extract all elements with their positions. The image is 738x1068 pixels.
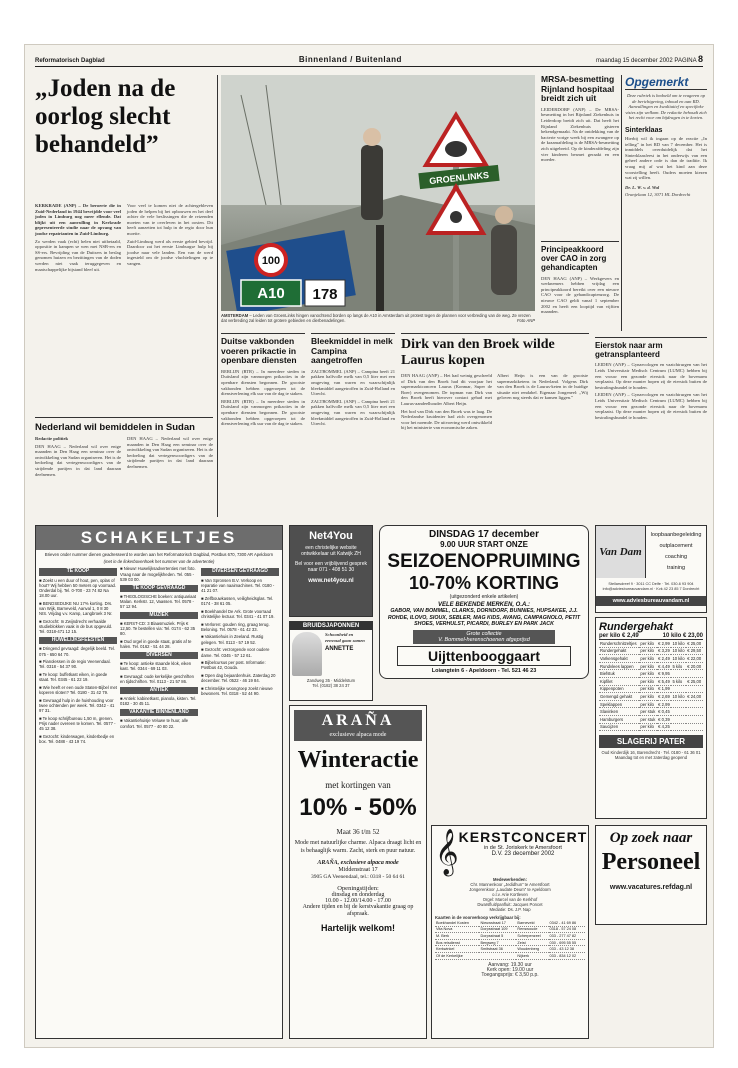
- rund-shop: SLAGERIJ PATER: [599, 735, 703, 748]
- concert-outlet-table: [435, 920, 585, 960]
- concert-outlet-cell: 030 - 695 55 55: [549, 939, 585, 946]
- cao-article: [541, 241, 619, 331]
- rund-price-row: [599, 655, 703, 663]
- arana-shop: ARAÑA, exclusieve alpaca mode: [317, 860, 399, 866]
- vandam-tag-3: coaching: [664, 554, 688, 560]
- concert-outlet-row: [435, 926, 585, 933]
- dirk-article: [401, 333, 589, 517]
- concert-venue: in de St. Joriskerk te Amersfoort: [484, 845, 562, 851]
- concert-outlet-cell: Bos reisdienst: [435, 939, 479, 946]
- vandam-tag-1: loopbaanbegeleiding: [650, 532, 702, 538]
- paper-name: Reformatorisch Dagblad: [35, 58, 105, 64]
- arana-address: Middenstraat 17: [338, 867, 378, 873]
- rund-hours: Maandag tot en met zaterdag geopend: [614, 755, 688, 761]
- opgemerkt-column: [625, 75, 707, 331]
- rund-price-cell: [671, 715, 686, 723]
- eierstok-body-continued: LEIDEN (ANP) – Gynaecologen en vaatchirurgen van het Leids Universitair Medisch Centrum (LUMC) hebben bij een vrouw een gezonde eierstok naar de bovenarm verplaatst. Op deze manier hopen zij de eierstok buiten de bestralingsbundel te houden.: [595, 392, 707, 420]
- seizoen-address: Loiangtein 6 - Apeldoorn - Tel. 521 46 23: [431, 667, 537, 674]
- concert-outlet-cell: Nieuwstraat 17: [479, 920, 516, 926]
- rund-price-cell: [671, 708, 686, 716]
- vandam-tag-4: training: [666, 565, 686, 571]
- rund-price-cell: € 25,00: [687, 678, 702, 684]
- photo-sign-text: GROENLINKS: [428, 169, 490, 187]
- classified-ad: ■ Pianolessen in de regio Veenendaal. Tel. 0318 - 54 37 90.: [39, 659, 111, 670]
- concert-outlet-cell: 033 - 277 47 82: [549, 933, 585, 940]
- rund-price-cell: Varkensgehakt: [599, 655, 639, 663]
- rund-price-row: [599, 640, 703, 647]
- classified-ad: ■ Antiek: kabinetkast, pianola, kisten. Tel. 0182 - 30 45 11.: [120, 696, 197, 707]
- rund-price-row: [599, 700, 703, 708]
- rund-price-row: [599, 723, 703, 731]
- classified-ad: ■ Boekhandel De Ark. Grote voorraad christelijke lectuur. Tel. 0341 - 41 07 19.: [201, 608, 275, 619]
- rund-price-cell: per kilo: [639, 685, 657, 693]
- rund-price-cell: € 2,99: [658, 701, 670, 707]
- classified-ad: ■ Verloren: gouden ring, graag terug. Beloning. Tel. 0578 - 61 42 33.: [201, 621, 270, 632]
- seizoen-date: DINSDAG 17 december: [428, 529, 540, 540]
- lead-headline: „Joden na de oorlog slecht behandeld”: [35, 75, 176, 158]
- vandam-address: Stellarsdreef 9 · 3011 CC Delfe · Tel. 030-6 93 904: [608, 582, 694, 586]
- bleek-article: [311, 333, 395, 517]
- rund-price-cell: per kilo: [639, 670, 657, 678]
- dirk-headline: Dirk van den Broek wilde Laurus kopen: [401, 337, 555, 368]
- rund-price-cell: [671, 670, 686, 678]
- bruidsjaponnen-phone: Tel. (0182) 38 24 37: [312, 683, 350, 688]
- concert-outlet-cell: 033 - 43 12 38: [549, 946, 585, 953]
- classified-ad: ■ Gezocht: kinderwagen, kinderbedje en box. Tel. 0488 - 43 19 74.: [39, 734, 115, 745]
- arana-discount-intro: met kortingen van: [325, 780, 391, 790]
- personeel-ad: [595, 825, 707, 925]
- vandam-logo: [596, 526, 646, 578]
- classified-ad: ■ Gezocht: In Zwijndrecht verhaalde studieblokken vaak in de bus opgevuld. Tel. 0318-471 12 15.: [39, 619, 113, 635]
- seizoen-collection-box: [413, 630, 555, 644]
- category-diversen: DIVERSEN: [120, 652, 198, 659]
- net4you-line-2: Bel voor een vrijblijvend gesprek naar 071 - 408 51 30: [295, 561, 367, 573]
- schakeltjes-intro-note: (met in de linkerbovenhoek het nummer van de advertentie): [103, 559, 215, 565]
- rund-price-cell: [686, 700, 703, 708]
- concert-performer: Mediatie: Ds. J.P. Nap: [489, 907, 531, 912]
- classified-ad: ■ Vakantiehuisje Veluwe te huur, alle comfort. Tel. 0577 - 40 80 22.: [120, 718, 189, 729]
- arana-hours-title: Openingstijden:: [337, 885, 379, 892]
- column-rule: [621, 75, 622, 331]
- concert-outlet-cell: Vita Nova: [435, 926, 479, 933]
- rundergehakt-ad: [595, 617, 707, 819]
- rund-price-cell: € 24,00: [687, 693, 702, 699]
- arana-ad: [289, 705, 427, 1039]
- classified-ad: ■ Bijbelcursus per post. Informatie: Postbus 42, Gouda.: [201, 660, 266, 671]
- concert-outlet-cell: Kerkwinkel: [435, 946, 479, 953]
- rund-price-cell: € 0,39: [658, 716, 670, 722]
- kerstconcert-ad: [431, 825, 589, 1039]
- classified-ad: ■ Christelijke woongroep zoekt nieuwe bewoners. Tel. 0318 - 52 44 90.: [201, 686, 273, 697]
- rund-price-row: [599, 715, 703, 723]
- concert-sale-title: Kaarten in de voorverkoop verkrijgbaar bij:: [435, 915, 521, 920]
- classified-ad: ■ BENDSEDIJKE NU 17% korting. Drs. van Wijk, Barneveld, Aanval 1, 0 8 30 NIS. Vrijdag v.v. Kamp, Langbroek 3 Nr.: [39, 600, 113, 617]
- classified-ad: ■ KERST-CD: 3 Blaasmuziek. Prijs € 12,50. Te bestellen via: Tel. 0174 - 62 35 80.: [120, 621, 196, 637]
- concert-title: KERSTCONCERT: [458, 829, 588, 845]
- concert-performer: o.l.v. Arie Kortleven: [492, 892, 528, 897]
- classified-ad: ■ Te koop: antieke staande klok, eiken kast. Tel. 0344 - 69 11 03.: [120, 661, 192, 672]
- rund-price-cell: 10 kilo: [672, 693, 685, 699]
- rund-price-cell: € 2,99: [658, 640, 670, 646]
- eierstok-headline: Eierstok naar arm getransplanteerd: [595, 341, 663, 360]
- rund-price-row: [599, 647, 703, 655]
- sudan-continued: DEN HAAG – Nederland wil over enige maanden in Den Haag een seminar over de ontwikkeling van Sudan organiseren. Het is de bedoeling dat vertegenwoordigers van de strijdende partijen in dat land daaraan deelnemen.: [127, 436, 213, 469]
- classified-ad: ■ Oud orgel in goede staat, gratis af te halen. Tel. 0162 - 51 44 28.: [120, 639, 192, 650]
- lead-paragraph-3: Voor veel te komen niet de achtergebleven joden de helpen bij het opbouwen en het deel achter de vele beslissingen die de reizenden moeten van te overleven in het oosten. Dit heeft aanzetten tot hulp in de regio door hun moeite.: [127, 203, 213, 236]
- lead-paragraph-4: Zuid-Limburg werd als eerste gebied bevrijd. Daardoor zat het eerste Limburgse hulp bij joodse naar vele landen. Een van de werd ingesteld om de joodse vluchtelingen op te vangen.: [127, 238, 213, 266]
- opgemerkt-intro: Deze rubriek is bedoeld om te reageren op de berichtgeving, inhoud en aan RD. Aanvullingen en kwalitatief en specifieke visies zijn welkom. De redactie behoudt zich het recht voor om bijdragen in te korten.: [625, 93, 707, 121]
- rund-price-cell: € 9,95: [658, 671, 670, 677]
- rund-price-row: [599, 708, 703, 716]
- rund-price-cell: [686, 685, 703, 693]
- duitse-body-continued: BERLIJN (RTR) – In meerdere steden in Duitsland zijn vanmorgen prikacties in de openbare diensten begonnen. De grootste vakbonden hebben opgeroepen tot de dienstverlening elk uur van de dag te staken.: [221, 398, 305, 427]
- rund-price-cell: per kilo: [639, 640, 657, 647]
- rund-price-cell: € 5,49: [658, 678, 670, 684]
- vandam-url[interactable]: www.adviesbureauvandam.nl: [596, 596, 706, 606]
- arana-city-phone: 3905 GA Veenendaal, tel.: 0318 - 50 64 61: [311, 874, 405, 880]
- rund-price-cell: [686, 723, 703, 731]
- category-vakantie-binnenland: VAKANTIE BINNENLAND: [120, 709, 198, 716]
- mrsa-article: [541, 75, 619, 235]
- arana-hours-3: Andere tijden en bij de kerstvakantie graag op afspraak.: [302, 904, 414, 917]
- rund-price-cell: [686, 670, 703, 678]
- concert-outlet-cell: Bergweg 7: [479, 939, 516, 946]
- vandam-ad: [595, 525, 707, 613]
- concert-outlet-cell: 0318 - 57 24 08: [549, 926, 585, 933]
- mrsa-headline: MRSA-besmetting Rijnland hospitaal breidt zich uit: [541, 74, 615, 104]
- concert-outlet-cell: 0342 - 41 69 86: [549, 920, 585, 926]
- concert-outlet-cell: Barneveld: [516, 920, 548, 926]
- classified-ad: ■ Wie heeft er een oude Staten-Bijbel met koperen sloten? Tel. 0180 - 31 42 79.: [39, 685, 117, 696]
- sudan-headline: Nederland wil bemiddelen in Sudan: [35, 422, 195, 433]
- classified-ad: ■ Gezocht: verzorgende voor oudere dame. Tel. 0345 - 57 12 61.: [201, 647, 270, 658]
- concert-performers-title: Medewerkenden:: [493, 877, 527, 882]
- seizoen-ad: [379, 525, 589, 679]
- concert-outlet-cell: Dorpsstraat 109: [479, 926, 516, 933]
- rund-price-kg: per kilo € 2,49: [599, 633, 639, 639]
- issue-date: maandag 15 december 2002: [596, 58, 673, 64]
- rund-price-cell: [671, 685, 686, 693]
- caption-text: – Leden van GroenLinks hingen vanochtend borden op langs de A10 in Amsterdam uit protest tegen de plannen voor verbreding van de weg. Ze vrezen dat verbreding zal leiden tot grotere gebieden en dierbenadelingen.: [221, 313, 531, 323]
- opgemerkt-signature-place: Oranjelaan 12, 3071 HL Dordrecht: [625, 192, 691, 198]
- concert-outlet-cell: 033 - 834 12 02: [549, 952, 585, 959]
- classified-ad: ■ Van Spronsen B.V. Verkoop en reparatie van naaimachines. Tel. 0180 - 41 21 07.: [201, 577, 275, 594]
- vandam-brand: Van Dam: [599, 546, 642, 558]
- page-header: [35, 53, 703, 67]
- concert-outlet-cell: Dorpsstraat 5: [479, 933, 516, 940]
- arana-welcome: Hartelijk welkom!: [320, 923, 396, 933]
- rund-price-cell: per kilo: [639, 723, 657, 731]
- sudan-tag: Redactie politiek: [35, 436, 69, 441]
- seizoen-discount: 10-70% KORTING: [408, 573, 560, 593]
- rund-price-cell: € 0,45: [658, 709, 670, 715]
- concert-performer: Dwarsfluit/panfluit: Jacques Poncet: [477, 902, 543, 907]
- photo-credit: Foto ANP: [517, 318, 535, 323]
- concert-outlet-cell: Of de Kerkelijke: [435, 952, 479, 959]
- category-te-koop: TE KOOP: [39, 568, 117, 575]
- rund-price-cell: € 2,69: [658, 693, 670, 699]
- concert-outlet-row: [435, 952, 585, 959]
- seizoen-brands: GABOR, VAN BOMMEL, CLARKS, DORNDORF, BUNNIES, HUPSAKEE, J.J. ROHDE, ILOVO, SIOUX, SEBLER, MAG KIDS, AVANG, CAMPAGNOLO, PETIT SHOES, VERHULST, PICARDI, BURLEY EN PARK JACK: [387, 608, 581, 627]
- road-km-text: 178: [312, 286, 338, 303]
- rund-price-cell: € 1,99: [658, 686, 670, 692]
- arana-hours-2: 10.00 - 12.00/14.00 - 17.00: [325, 898, 391, 904]
- classified-ad: ■ Te koop schrijfbureau 1,50 m, grenen. Prijs nader overeen te komen. Tel. 0577 - 45 12 38.: [39, 716, 116, 732]
- rund-price-bulk: 10 kilo € 23,00: [662, 633, 703, 639]
- category-muziek: MUZIEK: [120, 612, 198, 619]
- dirk-paragraph-2: Het bod van Dirk van den Broek was te laag. De Nederlandse kruidenier had zich overgenomen voor het noemde. De uitvoering werd ontwikkeld bij het ministerie van economische zaken.: [401, 408, 492, 431]
- concert-outlet-cell: Renswoude: [516, 926, 548, 933]
- seizoen-title: SEIZOENOPRUIMING: [387, 551, 581, 572]
- duitse-body: BERLIJN (RTR) – In meerdere steden in Duitsland zijn vanmorgen prikacties in de openbare diensten begonnen. De grootste vakbonden hebben opgeroepen tot de dienstverlening elk uur van de dag te staken.: [221, 368, 305, 397]
- eierstok-article: [595, 337, 707, 517]
- seizoen-collection-2: V. Bommel-herenschoenen afgeprijsd: [438, 636, 530, 643]
- vandam-email: info@adviesbureauvandam.nl · Kvk 42 23 85 7 Dordrecht: [602, 587, 700, 591]
- classified-ad: ■ Nieuw! Huwelijksadvertenties met foto. Vraag naar de mogelijkheden. Tel. 055 - 539 03 00.: [120, 566, 196, 582]
- schakeltjes-intro: Brieven onder nummer dienen geadresseerd te worden aan het Reformatorisch Dagblad, Postbus 670, 7300 AR Apeldoorn: [44, 552, 274, 557]
- rund-price-row: [599, 685, 703, 693]
- bruidsjaponnen-name: ANNETTE: [325, 646, 354, 653]
- concert-outlet-cell: Nijkerk: [516, 952, 548, 959]
- seizoen-shop: Uijttenbooggaart: [428, 647, 540, 664]
- arana-title: Winteractie: [297, 747, 419, 773]
- dirk-paragraph-1: DEN HAAG (ANP) – Het had weinig gescheeld of Dirk van den Broek had dit voorjaar het supermarktconcern Laurus (Konmar, Super de Boer) overgenomen. De topman van Dirk van den Broek heeft hierover contact gehad met Laurus-aandeelhouder Albert Heijn.: [401, 373, 492, 406]
- rund-price-cell: 10 kilo: [672, 655, 685, 661]
- concert-doors: Kerk open: 19.00 uur: [486, 966, 534, 973]
- rund-price-cell: Kippenpoten: [599, 685, 639, 693]
- rund-price-cell: Biefstuk: [599, 670, 639, 678]
- road-number-text: A10: [257, 285, 285, 302]
- classified-ad: ■ Dringend gevraagd: degelijk beeld. Tel. 075 - 650 64 70.: [39, 646, 116, 657]
- rund-price-cell: Hamburgers: [599, 715, 639, 723]
- vandam-tag-2: outplacement: [659, 543, 693, 549]
- rund-price-table: [599, 640, 703, 731]
- opgemerkt-title: Opgemerkt: [625, 75, 707, 90]
- classified-ad: ■ Vakantiehuis in Zeeland. Rustig gelegen. Tel. 0113 - 57 19 52.: [201, 634, 264, 645]
- rund-price-cell: € 29,50: [687, 648, 702, 654]
- rund-price-cell: per stuk: [640, 716, 656, 722]
- mrsa-body: LEIDERDORP (ANP) – De MRSA-besmetting in het Rijnland Ziekenhuis in Leiderdorp breidt zich uit. Dat heeft het Rijnland Ziekenhuis gisteren bekendgemaakt. Na de ontdekking van de bacterie vorige week bij een zwangere op de kraamafdeling is de MRSA-besmetting zich uitgebreid. Op de kinderafdeling zijn vier kinderen besmet geraakt en een moeder.: [541, 106, 619, 163]
- seizoen-shop-box: [397, 646, 571, 666]
- rund-price-cell: 10 kilo: [672, 640, 685, 646]
- caption-tag: AMSTERDAM: [221, 313, 249, 318]
- opgemerkt-item-body: Hierbij wil ik ingaan op de reactie „In telling” in het RD van 7 december. Het is inmiddels overduidelijk dat het Sinterklaasfeest in het onderwijs van een geheel andere orde is dan de traditie. Ik vraag mij af wat het kind aan deze voorstelling heeft. Ouders moeten kiezen wat zij willen.: [625, 135, 707, 181]
- rund-price-cell: Rundergehakt: [599, 647, 639, 655]
- lead-article: [35, 75, 213, 437]
- classified-ad: ■ Zelfbouwkassen, veiligheidsglas. Tel. 0174 - 38 61 05.: [201, 595, 274, 606]
- rund-price-cell: € 4,25: [658, 724, 670, 730]
- rund-price-cell: Gemengd gehakt: [599, 693, 639, 701]
- bruidsjaponnen-address: Zandweg 35 · Middelstum: [306, 678, 356, 683]
- rund-price-cell: per kilo: [639, 647, 657, 655]
- cao-body: DEN HAAG (ANP) – Werkgevers en werknemers hebben vrijdag een principeakkoord bereikt over een nieuwe CAO voor de gehandicaptenzorg. De nieuwe CAO geldt vanaf 1 september 2002 en heeft een looptijd van vijftien maanden.: [541, 275, 619, 315]
- section-title: Binnenland / Buitenland: [298, 55, 402, 64]
- bleek-headline: Bleekmiddel in melk Campina aangetroffen: [311, 336, 393, 366]
- bleek-body: ZALTBOMMEL (ANP) – Campina heeft 21 pakken halfvolle melk van 0,5 liter met een omgeving van waren en waarschijnlijk bleekmiddel aangetroffen in Zuid-Holland en Utrecht.: [311, 368, 395, 397]
- rund-address: Oud Kinderdijk 16, Barendrecht · Tel. 0180 - 61 36 01: [601, 750, 701, 756]
- bruidsjaponnen-tagline: Schoonheid en eenvoud gaan samen: [325, 632, 365, 643]
- rund-price-cell: € 25,00: [687, 640, 702, 646]
- net4you-ad: [289, 525, 373, 617]
- page-info: [596, 54, 703, 64]
- speed-sign-text: 100: [261, 255, 281, 267]
- arana-discount: 10% - 50%: [299, 794, 417, 821]
- concert-performer: Chr. Mannenkoor „Jedidhun” te Amersfoort: [470, 882, 550, 887]
- rund-price-cell: Runderschnitzeltjes: [599, 640, 639, 647]
- personeel-url[interactable]: www.vacatures.refdag.nl: [609, 884, 693, 891]
- personeel-line-2: Personeel: [601, 849, 701, 875]
- category-te-koop-gevraagd: TE KOOP GEVRAAGD: [120, 585, 198, 592]
- newspaper-page: [24, 44, 714, 1048]
- rund-price-row: [599, 670, 703, 678]
- rund-price-cell: [686, 715, 703, 723]
- bruidsjaponnen-title: BRUIDSJAPONNEN: [290, 622, 372, 630]
- arana-brand: ARAÑA: [294, 710, 422, 732]
- rund-price-cell: 5 kilo: [671, 662, 686, 670]
- rund-price-cell: € 4,49: [658, 663, 670, 669]
- classified-ad: ■ THEOLOGISCHE boeken: antiquariaat Malan. Kerkstr. 12, Vaassen. Tel. 0578 - 57 12 94.: [120, 593, 197, 610]
- schakeltjes-title: SCHAKELTJES: [36, 526, 282, 550]
- arana-description: Mode met natuurlijke charme. Alpaca draagt licht en is behaaglijk warm. Zacht, sterk en puur natuur.: [294, 840, 422, 854]
- rund-price-cell: Saucijzen: [599, 723, 639, 731]
- concert-price: Toegangsprijs: € 3,50 p.p.: [481, 971, 539, 978]
- concert-outlet-cell: M. Berk: [435, 933, 479, 940]
- concert-performer: Jongerenkoor „Laudate Deum” te Apeldoorn: [469, 887, 551, 892]
- opgemerkt-item-title: Sinterklaas: [625, 126, 663, 134]
- concert-performer: Orgel: Marcel van de Kerkhof: [482, 897, 538, 902]
- seizoen-collection: Grote collectie: [466, 630, 502, 637]
- duitse-headline: Duitse vakbonden voeren prikactie in openbare diensten: [221, 336, 297, 366]
- category-antiek: ANTIEK: [120, 687, 198, 694]
- seizoen-note: (uitgezonderd enkele artikelen): [449, 594, 519, 600]
- bleek-body-continued: ZALTBOMMEL (ANP) – Campina heeft 21 pakken halfvolle melk van 0,5 liter met een omgeving van waren en waarschijnlijk bleekmiddel aangetroffen in Zuid-Holland en Utrecht.: [311, 398, 395, 427]
- treble-clef-icon: 𝄞: [435, 829, 459, 875]
- classified-ad: ■ Open dag bejaardenhuis. Zaterdag 20 december. Tel. 0522 - 46 19 84.: [201, 673, 276, 684]
- dirk-paragraph-3: Albert Heijn is een van de grootste supermarktketens in Nederland. Volgens Dirk van den Broek is de Laurus-keten in de huidige situatie niet rendabel. Eigenaar Jongeneel: „Wij geloven nog steeds dat er kansen liggen.”: [497, 373, 588, 401]
- lead-paragraph-2: Zo werden vaak (echt) helen niet uitbetaald, oppositie in kampen se wen met NSB-ers en SS-ers. Bevrijding van de Duitsers in beslag genomen huizen en bezittingen van de doden werden niet vaak teruggegeven en maatschappelijke bijstand bleef uit.: [35, 238, 121, 272]
- page-number: 8: [697, 54, 703, 64]
- rund-price-cell: [686, 708, 703, 716]
- photo-caption: [221, 313, 535, 323]
- bride-illustration: [292, 632, 322, 676]
- net4you-title: Net4You: [309, 530, 353, 542]
- rund-price-cell: € 22,00: [687, 655, 702, 661]
- category-huwelijksfeesten: HUWELIJKSFEESTEN: [39, 637, 117, 644]
- road-scene-illustration: [221, 75, 535, 311]
- lead-paragraph-1: KERKRADE (ANP) – De beroerte die in Zuid-Nederland in 1944 bevrijdde voor veel joden in Limburg nog meer ellende. Dat blijkt uit een aanvulling in Kerkrade gepresenteerde studie naar de opvang van joodse repatrianten in Zuid-Limburg.: [35, 203, 121, 236]
- concert-outlet-cell: Woudenberg: [516, 946, 548, 953]
- sudan-body: DEN HAAG – Nederland wil over enige maanden in Den Haag een seminar over de ontwikkeling van Sudan organiseren. Het is de bedoeling dat vertegenwoordigers van de strijdende partijen in dat land daaraan deelnemen.: [35, 443, 121, 477]
- column-rule: [217, 75, 218, 517]
- cao-headline: Principeakkoord over CAO in zorg gehandicapten: [541, 245, 607, 273]
- groenlinks-photo: [221, 75, 535, 311]
- classified-ad: ■ Zoekt u een duur of hout, pen, oplas of hout? Wij hebben 50 meters op voorraad. Onderdal bij. Tel. 0-700 - 23 74 82 Na 18.00 uur.: [39, 577, 117, 599]
- concert-outlet-cell: Boekhandel Kosten: [435, 920, 479, 926]
- classified-ad: ■ Gevraagd: oude kerkelijke geschriften en tijdschriften. Tel. 0113 - 21 57 86.: [120, 674, 194, 685]
- rund-price-cell: Rundvlees lappen: [599, 662, 639, 670]
- category-diversen-gevraagd: DIVERSEN GEVRAAGD: [201, 568, 279, 575]
- rund-price-cell: per kilo: [639, 677, 657, 685]
- rund-price-cell: per kilo: [639, 693, 657, 701]
- concert-outlet-row: [435, 939, 585, 946]
- rund-price-cell: € 2,49: [658, 655, 670, 661]
- rund-price-row: [599, 693, 703, 701]
- eierstok-body: LEIDEN (ANP) – Gynaecologen en vaatchirurgen van het Leids Universitair Medisch Centrum (LUMC) hebben bij een vrouw een gezonde eierstok naar de bovenarm verplaatst. Op deze manier hopen zij de eierstok buiten de bestralingsbundel te houden.: [595, 362, 707, 390]
- seizoen-brands-intro: VELE BEKENDE MERKEN, O.A.:: [437, 602, 530, 608]
- rund-price-cell: Slavinken: [599, 708, 639, 716]
- rund-price-cell: [671, 723, 686, 731]
- classified-ad: ■ Gevraagd hulp in de huishouding voor twee ochtenden per week. Tel. 0342 - 41 97 31.: [39, 697, 115, 714]
- concert-start: Aanvang: 19.30 uur: [488, 961, 532, 968]
- concert-outlet-cell: [479, 952, 516, 959]
- arana-subtitle: exclusieve alpaca mode: [294, 732, 422, 741]
- sudan-article: [35, 417, 213, 517]
- rund-price-cell: per kilo: [639, 662, 657, 670]
- rund-price-cell: 10 kilo: [672, 648, 685, 654]
- net4you-line-1: een christelijke website ontwikkelaar uit Katwijk ZH: [301, 545, 361, 557]
- schakeltjes-classifieds: [35, 525, 283, 1039]
- rund-price-cell: Speklappen: [599, 700, 639, 708]
- concert-outlet-row: [435, 946, 585, 953]
- arana-hours-1: dinsdag en donderdag: [331, 892, 385, 898]
- rund-price-cell: € 3,29: [658, 648, 670, 654]
- rund-price-row: [599, 677, 703, 685]
- opgemerkt-signature: Dr. L. W. v. d. Wal: [625, 184, 660, 190]
- rund-price-cell: € 20,00: [687, 663, 702, 669]
- classified-ad: ■ Te koop: buffetkast eiken, in goede staat. Tel. 0345 - 61 22 19.: [39, 672, 108, 683]
- arana-sizes: Maat 36 t/m 52: [336, 828, 380, 836]
- rund-price-cell: per stuk: [640, 709, 656, 715]
- rund-price-cell: Kipfilet: [599, 677, 639, 685]
- rund-price-cell: per kilo: [639, 655, 657, 663]
- rund-price-row: [599, 662, 703, 670]
- rund-price-cell: per kilo: [639, 700, 657, 708]
- personeel-line-1: Op zoek naar: [609, 830, 693, 846]
- net4you-url[interactable]: www.net4you.nl: [308, 578, 354, 584]
- duitse-article: [221, 333, 305, 517]
- bruidsjaponnen-ad: [289, 621, 373, 701]
- concert-date: D.V. 23 december 2002: [491, 851, 555, 857]
- rund-price-cell: 5 kilo: [671, 677, 686, 685]
- rund-price-cell: [671, 700, 686, 708]
- concert-outlet-cell: Scherpenzeel: [516, 933, 548, 940]
- concert-outlet-cell: Smitstraat 36: [479, 946, 516, 953]
- concert-outlet-cell: Zeist: [516, 939, 548, 946]
- seizoen-start: 9.00 UUR START ONZE: [440, 540, 528, 549]
- page-label: PAGINA: [674, 58, 697, 64]
- rund-title: Rundergehakt: [599, 621, 673, 633]
- concert-outlet-row: [435, 933, 585, 940]
